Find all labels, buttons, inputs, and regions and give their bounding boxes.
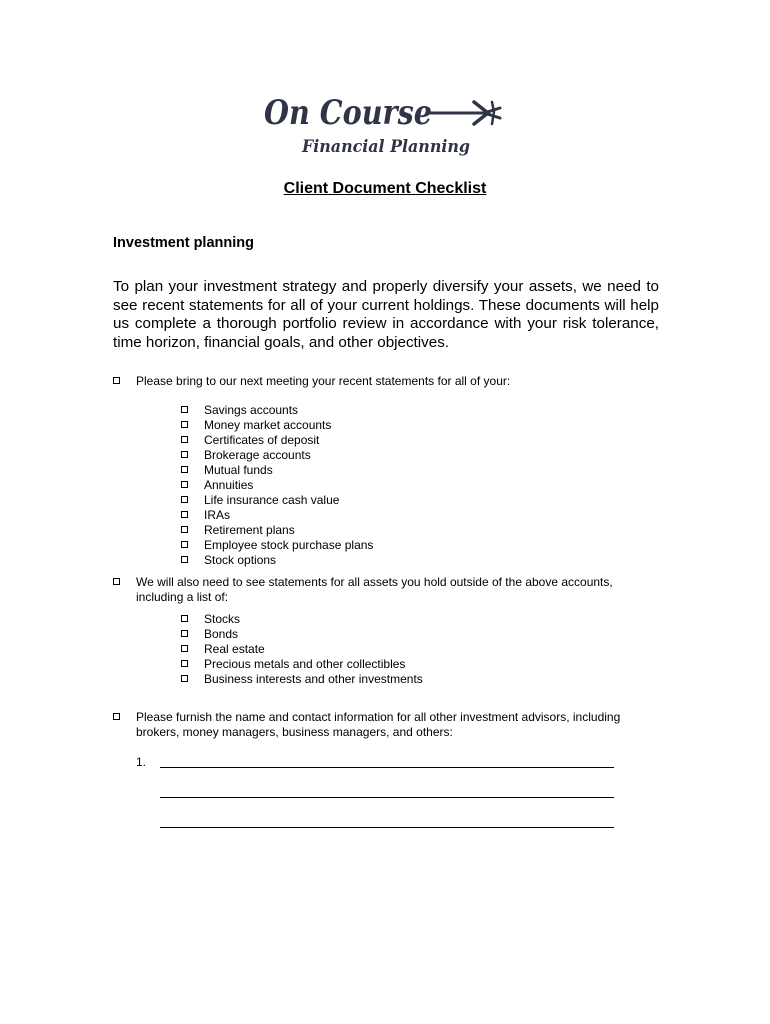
checkbox-icon[interactable] — [181, 406, 188, 413]
checkbox-icon[interactable] — [181, 526, 188, 533]
checklist-item-text: Please furnish the name and contact information for all other investment advisors, including brokers, money managers, business managers, and others: — [136, 710, 621, 739]
checkbox-icon[interactable] — [181, 511, 188, 518]
checkbox-icon[interactable] — [181, 466, 188, 473]
checkbox-icon[interactable] — [181, 541, 188, 548]
checkbox-icon[interactable] — [181, 660, 188, 667]
checkbox-icon[interactable] — [181, 615, 188, 622]
checkbox-icon[interactable] — [113, 713, 120, 720]
checkbox-icon[interactable] — [181, 481, 188, 488]
page-title: Client Document Checklist — [283, 180, 487, 197]
blank-line[interactable] — [160, 827, 614, 828]
logo-line2: Financial Planning — [301, 137, 471, 157]
blank-line[interactable] — [160, 767, 614, 768]
checkbox-icon[interactable] — [181, 421, 188, 428]
checklist-item-text: We will also need to see statements for all assets you hold outside of the above accounts, including a list of: — [136, 575, 613, 604]
blank-line[interactable] — [160, 797, 614, 798]
checkbox-icon[interactable] — [181, 675, 188, 682]
numbered-label: 1. — [136, 755, 147, 769]
document-page: On Course Financial Planning Client Document Checklist Investment planning To plan your investment strategy and properly diversify your assets, we need to see recent statements for all of your current holdings. These documents will help us complete a thorough portfolio review in accordance with your risk tolerance, time horizon, financial goals, and other objectives. Please bring to our next meeting your recent statements for all of your: Savings accounts Money market accounts Certificates of deposit Brokerage accounts Mutual funds Annuities Life insurance cash value IRAs Retirement plans Employee stock purchase plans Stock options We will also need to see statements for all assets you hold outside of the above accounts, including a list of: Stocks Bonds Real estate Precious metals and other collectibles Business interests and other investments Please furnish the name and contact information for all other investment advisors, including brokers, money managers, business managers, and others: 1. — [0, 0, 770, 1024]
intro-paragraph: To plan your investment strategy and properly diversify your assets, we need to see recent statements for all of your current holdings. These documents will help us complete a thorough portfolio review in accordance with your risk tolerance, time horizon, financial goals, and other objectives. — [113, 278, 659, 351]
checkbox-icon[interactable] — [113, 578, 120, 585]
checkbox-icon[interactable] — [181, 451, 188, 458]
checkbox-icon[interactable] — [113, 377, 120, 384]
checkbox-icon[interactable] — [181, 645, 188, 652]
checkbox-icon[interactable] — [181, 496, 188, 503]
checkbox-icon[interactable] — [181, 436, 188, 443]
logo-line1: On Course — [264, 93, 432, 133]
section-heading: Investment planning — [113, 235, 254, 251]
checklist-item-text: Please bring to our next meeting your recent statements for all of your: — [136, 374, 511, 388]
checkbox-icon[interactable] — [181, 630, 188, 637]
checkbox-icon[interactable] — [181, 556, 188, 563]
airplane-icon — [430, 102, 500, 124]
logo — [262, 88, 507, 158]
